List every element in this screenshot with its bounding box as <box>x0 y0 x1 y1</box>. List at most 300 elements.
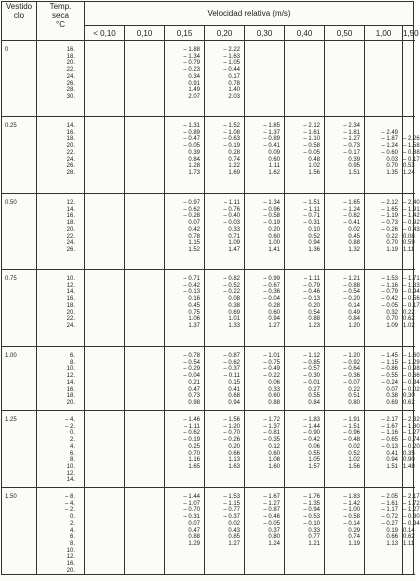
pmv-value: 0.17 <box>228 73 240 80</box>
pmv-value: – 0.43 <box>403 226 420 233</box>
pmv-value: 0.70 <box>386 316 398 323</box>
pmv-value: 0.33 <box>308 527 320 534</box>
pmv-cell <box>205 347 245 411</box>
temp-value: – 4. <box>64 417 75 423</box>
temp-value: 24. <box>66 73 75 80</box>
clo-cell <box>2 117 37 194</box>
pmv-value: – 2.12 <box>381 200 398 206</box>
pmv-value: – 0.13 <box>381 443 398 450</box>
pmv-value: 1.19 <box>348 540 360 547</box>
velocity-header-cell: 0,15 <box>165 26 205 41</box>
pmv-value: 1.23 <box>308 322 320 329</box>
pmv-cell <box>125 41 165 117</box>
pmv-value: 0.41 <box>386 450 398 457</box>
pmv-value: – 0.40 <box>223 213 240 220</box>
pmv-value: 0.91 <box>188 80 200 87</box>
pmv-value: 1.65 <box>188 463 200 470</box>
pmv-value: 0.75 <box>188 309 200 316</box>
pmv-value: 0.60 <box>268 393 280 400</box>
pmv-value: – 1.46 <box>183 417 200 423</box>
temp-value: 20. <box>66 143 75 150</box>
pmv-value: – 1.11 <box>183 423 200 430</box>
temp-value: 18. <box>66 302 75 309</box>
pmv-cell <box>403 411 420 488</box>
pmv-value: 0.39 <box>188 149 200 156</box>
temp-value: 22. <box>66 233 75 240</box>
pmv-value: – 0.03 <box>223 220 240 227</box>
pmv-value: – 1.34 <box>183 53 200 60</box>
clo-group-row <box>2 347 414 411</box>
pmv-value: – 0.64 <box>343 366 360 373</box>
pmv-value: – 0.96 <box>263 206 280 213</box>
pmv-cell <box>403 488 420 575</box>
pmv-cell <box>365 270 403 347</box>
temp-value: 12. <box>66 200 75 206</box>
pmv-value: 0.77 <box>308 534 320 541</box>
pmv-value: – 0.99 <box>263 276 280 282</box>
pmv-value: 1.09 <box>386 322 398 329</box>
pmv-value: 0.74 <box>228 156 240 163</box>
temp-value: 18. <box>66 136 75 143</box>
pmv-cell <box>85 117 125 194</box>
pmv-value: – 0.42 <box>381 296 398 303</box>
pmv-value: 1.11 <box>403 540 415 547</box>
pmv-value: 1.49 <box>188 87 200 94</box>
temp-value: 14. <box>66 123 75 129</box>
pmv-cell <box>85 270 125 347</box>
pmv-value: – 1.11 <box>303 206 320 213</box>
clo-cell <box>2 347 37 411</box>
pmv-value: – 0.82 <box>223 276 240 282</box>
pmv-value: – 2.26 <box>403 136 420 143</box>
pmv-value: – 0.37 <box>223 366 240 373</box>
temp-value: 16. <box>66 386 75 393</box>
pmv-value: 1.08 <box>268 457 280 464</box>
pmv-cell <box>165 117 205 194</box>
pmv-value: – 1.05 <box>223 60 240 67</box>
pmv-value: – 0.94 <box>403 289 420 296</box>
temp-value: 10. <box>66 366 75 373</box>
pmv-value: 0.51 <box>348 393 360 400</box>
pmv-value: – 1.20 <box>343 353 360 359</box>
pmv-cell <box>245 488 285 575</box>
pmv-value: – 0.60 <box>381 149 398 156</box>
pmv-value: – 1.07 <box>183 500 200 507</box>
pmv-value: – 1.51 <box>303 200 320 206</box>
clo-group-row <box>2 41 414 117</box>
pmv-value: – 1.45 <box>381 353 398 359</box>
pmv-value: 0.07 <box>188 220 200 227</box>
pmv-value: 0.49 <box>348 309 360 316</box>
clo-group-row <box>2 117 414 194</box>
temp-value: 18. <box>66 220 75 227</box>
pmv-value: 0.42 <box>188 226 200 233</box>
pmv-value: 0.60 <box>268 156 280 163</box>
pmv-value: 1.05 <box>308 457 320 464</box>
pmv-value: 1.16 <box>188 457 200 464</box>
pmv-value: 0.33 <box>228 226 240 233</box>
temp-value: 22. <box>66 149 75 156</box>
pmv-value: 0.16 <box>188 296 200 303</box>
pmv-value: – 0.42 <box>303 437 320 444</box>
pmv-value: 0.60 <box>268 309 280 316</box>
pmv-value: 0.12 <box>268 443 280 450</box>
pmv-cell <box>365 117 403 194</box>
pmv-value: – 0.41 <box>343 220 360 227</box>
temp-value: 30. <box>66 93 75 100</box>
pmv-value: 1.15 <box>188 240 200 247</box>
pmv-value: – 0.74 <box>403 437 420 444</box>
temp-header-unit: °C <box>56 20 65 29</box>
clo-value: 0.75 <box>5 276 17 282</box>
pmv-value: 1.27 <box>228 540 240 547</box>
pmv-value: – 2.40 <box>403 200 420 206</box>
temp-value: 10. <box>66 463 75 470</box>
pmv-value: 0.20 <box>268 226 280 233</box>
temp-value: 16. <box>66 129 75 136</box>
pmv-value: – 0.28 <box>183 213 200 220</box>
pmv-value: 0.38 <box>386 393 398 400</box>
temp-value: 14. <box>66 477 75 484</box>
temp-cell <box>37 194 85 270</box>
pmv-value: – 0.90 <box>303 430 320 437</box>
pmv-cell <box>403 41 414 117</box>
temp-value: 14. <box>66 379 75 386</box>
temp-value: 16. <box>66 213 75 220</box>
pmv-value: 0.29 <box>348 527 360 534</box>
pmv-value: 1.33 <box>228 322 240 329</box>
pmv-value: 0.02 <box>348 443 360 450</box>
pmv-value: 0.14 <box>348 302 360 309</box>
temp-value: 6. <box>69 450 75 457</box>
pmv-value: 1.56 <box>348 463 360 470</box>
pmv-value: – 1.17 <box>381 507 398 514</box>
pmv-value: – 0.35 <box>263 437 280 444</box>
pmv-value: – 0.89 <box>183 129 200 136</box>
pmv-value: – 0.88 <box>343 282 360 289</box>
pmv-value: 1.48 <box>403 463 415 470</box>
pmv-value: 0.84 <box>348 316 360 323</box>
temp-value: 18. <box>66 393 75 400</box>
pmv-cell <box>125 117 165 194</box>
pmv-value: 0.28 <box>268 302 280 309</box>
pmv-value: 1.57 <box>308 463 320 470</box>
pmv-cell <box>403 270 420 347</box>
pmv-value: – 1.31 <box>183 123 200 129</box>
pmv-value: – 1.27 <box>403 507 420 514</box>
pmv-value: – 1.63 <box>223 53 240 60</box>
temp-value: 26. <box>66 163 75 170</box>
pmv-cell <box>285 117 325 194</box>
pmv-cell <box>403 117 420 194</box>
pmv-value: – 0.19 <box>263 220 280 227</box>
pmv-value: – 0.67 <box>263 282 280 289</box>
pmv-cell <box>325 41 365 117</box>
temp-value: 14. <box>66 289 75 296</box>
pmv-value: – 1.44 <box>183 494 200 500</box>
pmv-value: – 1.44 <box>303 423 320 430</box>
pmv-value: 1.41 <box>268 246 280 253</box>
pmv-value: – 0.07 <box>343 379 360 386</box>
pmv-value: – 0.27 <box>381 520 398 527</box>
pmv-value: – 2.32 <box>403 417 420 423</box>
pmv-value: – 0.30 <box>303 373 320 380</box>
temp-value: 28. <box>66 169 75 176</box>
pmv-value: – 0.26 <box>223 437 240 444</box>
pmv-value: – 0.79 <box>183 60 200 67</box>
pmv-value: 1.35 <box>386 169 398 176</box>
pmv-cell <box>325 194 365 270</box>
pmv-value: 0.19 <box>386 527 398 534</box>
pmv-cell <box>403 347 420 411</box>
pmv-value: – 0.66 <box>403 373 420 380</box>
velocity-header-cell: 0,10 <box>125 26 165 41</box>
temp-cell <box>37 411 85 488</box>
temp-value: 0. <box>69 514 75 521</box>
pmv-cell <box>245 411 285 488</box>
pmv-cell <box>245 270 285 347</box>
temp-cell <box>37 117 85 194</box>
pmv-value: – 1.37 <box>263 423 280 430</box>
pmv-value: 2.07 <box>188 93 200 100</box>
pmv-value: – 1.83 <box>303 417 320 423</box>
temp-value: 10. <box>66 547 75 554</box>
pmv-cell <box>325 488 365 575</box>
temp-value: 20. <box>66 567 75 574</box>
pmv-value: 0.52 <box>308 233 320 240</box>
pmv-value: – 0.17 <box>343 149 360 156</box>
pmv-value: – 1.08 <box>223 129 240 136</box>
clo-value: 1.25 <box>5 417 17 423</box>
pmv-value: – 2.34 <box>343 123 360 129</box>
pmv-value: 1.09 <box>228 240 240 247</box>
pmv-value: 0.62 <box>403 534 415 541</box>
pmv-cell <box>125 194 165 270</box>
temp-value: 24. <box>66 322 75 329</box>
pmv-value: 0.53 <box>403 163 415 170</box>
pmv-value: 0.88 <box>348 240 360 247</box>
pmv-value: – 1.87 <box>381 136 398 143</box>
pmv-cell <box>325 347 365 411</box>
temp-value: 24. <box>66 240 75 247</box>
pmv-value: – 1.61 <box>303 129 320 136</box>
table-header <box>2 2 419 41</box>
pmv-value: – 1.16 <box>381 282 398 289</box>
pmv-cell <box>365 411 403 488</box>
pmv-value: – 0.73 <box>381 220 398 227</box>
pmv-value: – 1.81 <box>343 129 360 136</box>
pmv-value: – 0.70 <box>183 507 200 514</box>
clo-value: 0 <box>5 47 9 53</box>
pmv-cell <box>285 411 325 488</box>
pmv-value: – 1.27 <box>403 430 420 437</box>
pmv-value: 0.52 <box>348 450 360 457</box>
pmv-value: – 0.62 <box>223 359 240 366</box>
pmv-value: – 0.75 <box>263 359 280 366</box>
pmv-cell <box>285 41 325 117</box>
pmv-value: 1.37 <box>188 322 200 329</box>
pmv-value: 0.20 <box>228 443 240 450</box>
pmv-value: 0.70 <box>386 240 398 247</box>
pmv-value: 0.06 <box>308 443 320 450</box>
pmv-value: 1.02 <box>308 163 320 170</box>
pmv-value: – 1.42 <box>403 213 420 220</box>
temp-value: 28. <box>66 87 75 94</box>
pmv-value: – 0.26 <box>381 226 398 233</box>
pmv-value: 0.62 <box>403 399 415 406</box>
pmv-value: – 0.70 <box>223 430 240 437</box>
pmv-value: – 1.19 <box>381 213 398 220</box>
pmv-value: – 0.42 <box>183 282 200 289</box>
vestido-header-line: Vestido <box>5 2 33 11</box>
pmv-cell <box>165 488 205 575</box>
clo-cell <box>2 194 37 270</box>
pmv-value: 0.70 <box>188 450 200 457</box>
pmv-value: 0.02 <box>228 520 240 527</box>
pmv-value: – 1.71 <box>403 276 420 282</box>
pmv-value: 0.30 <box>403 393 415 400</box>
temp-value: 24. <box>66 156 75 163</box>
pmv-value: – 0.19 <box>183 437 200 444</box>
pmv-value: 0.09 <box>268 149 280 156</box>
pmv-cell <box>85 41 125 117</box>
pmv-value: 0.69 <box>386 399 398 406</box>
clo-cell <box>2 41 37 117</box>
pmv-value: 0.74 <box>348 534 360 541</box>
pmv-value: – 0.20 <box>403 443 420 450</box>
pmv-value: 1.19 <box>386 246 398 253</box>
pmv-cell <box>165 347 205 411</box>
pmv-value: – 0.37 <box>223 514 240 521</box>
pmv-value: 2.03 <box>228 93 240 100</box>
table-body <box>2 41 420 575</box>
pmv-value: – 0.62 <box>183 206 200 213</box>
pmv-value: – 1.53 <box>223 494 240 500</box>
pmv-value: – 1.85 <box>263 123 280 129</box>
pmv-value: – 0.89 <box>263 136 280 143</box>
pmv-value: – 0.78 <box>183 353 200 359</box>
pmv-value: – 0.87 <box>263 507 280 514</box>
vestido-header <box>2 2 37 41</box>
pmv-value: – 1.27 <box>343 136 360 143</box>
pmv-value: 0.94 <box>268 316 280 323</box>
pmv-value: – 1.24 <box>343 206 360 213</box>
pmv-value: – 0.31 <box>303 220 320 227</box>
temp-value: 12. <box>66 282 75 289</box>
pmv-cell <box>285 347 325 411</box>
pmv-value: – 1.10 <box>303 136 320 143</box>
pmv-cell <box>285 270 325 347</box>
pmv-value: 0.54 <box>308 309 320 316</box>
pmv-value: – 2.17 <box>403 494 420 500</box>
pmv-value: – 1.20 <box>223 423 240 430</box>
clo-cell <box>2 488 37 575</box>
pmv-cell <box>325 411 365 488</box>
pmv-value: – 0.71 <box>183 276 200 282</box>
pmv-value: – 1.00 <box>343 507 360 514</box>
temp-value: 16. <box>66 561 75 568</box>
pmv-value: 0.59 <box>403 240 415 247</box>
pmv-value: – 0.05 <box>303 149 320 156</box>
temp-value: 8. <box>69 540 75 547</box>
pmv-value: – 0.82 <box>343 213 360 220</box>
pmv-cell <box>85 411 125 488</box>
pmv-value: 1.28 <box>188 163 200 170</box>
temp-value: 12. <box>66 554 75 561</box>
pmv-value: – 1.11 <box>303 276 320 282</box>
pmv-value: 0.80 <box>268 534 280 541</box>
pmv-value: 0.60 <box>268 450 280 457</box>
velocity-header-cell: 0,30 <box>245 26 285 41</box>
pmv-value: 1.02 <box>348 457 360 464</box>
pmv-value: – 0.13 <box>183 289 200 296</box>
pmv-value: 0.60 <box>268 233 280 240</box>
pmv-value: – 1.80 <box>403 423 420 430</box>
temp-cell <box>37 488 85 575</box>
pmv-value: 0.07 <box>386 386 398 393</box>
pmv-value: – 0.88 <box>403 149 420 156</box>
temp-value: – 4. <box>64 500 75 507</box>
pmv-value: 0.39 <box>348 156 360 163</box>
pmv-value: 0.48 <box>308 156 320 163</box>
pmv-value: – 1.58 <box>403 143 420 150</box>
temp-value: 16. <box>66 47 75 53</box>
temp-value: – 2. <box>64 507 75 514</box>
pmv-value: – 0.86 <box>381 366 398 373</box>
pmv-value: 0.95 <box>348 163 360 170</box>
pmv-cell <box>205 117 245 194</box>
temp-value: 26. <box>66 246 75 253</box>
pmv-value: 1.52 <box>188 246 200 253</box>
temp-value: 8. <box>69 359 75 366</box>
pmv-value: – 0.58 <box>343 514 360 521</box>
velocity-header-cell: < 0,10 <box>85 26 125 41</box>
pmv-value: – 1.83 <box>343 494 360 500</box>
pmv-value: 0.07 <box>188 520 200 527</box>
pmv-value: 1.40 <box>228 87 240 94</box>
pmv-value: – 0.63 <box>223 136 240 143</box>
pmv-value: 0.06 <box>268 379 280 386</box>
pmv-value: 0.03 <box>386 156 398 163</box>
pmv-value: 0.10 <box>308 226 320 233</box>
clo-group-row <box>2 488 414 575</box>
pmv-value: – 0.47 <box>183 136 200 143</box>
pmv-value: 1.06 <box>188 316 200 323</box>
pmv-value: – 0.55 <box>381 373 398 380</box>
pmv-value: – 0.34 <box>403 520 420 527</box>
pmv-value: – 0.05 <box>183 143 200 150</box>
pmv-cell <box>85 488 125 575</box>
pmv-value: 0.22 <box>386 233 398 240</box>
pmv-value <box>403 123 409 130</box>
pmv-value: – 2.12 <box>303 123 320 129</box>
pmv-value: 0.94 <box>386 457 398 464</box>
pmv-value: 1.24 <box>268 540 280 547</box>
pmv-cell <box>285 488 325 575</box>
pmv-value: 0.88 <box>188 534 200 541</box>
pmv-value: – 1.67 <box>381 423 398 430</box>
pmv-value: – 1.91 <box>403 206 420 213</box>
pmv-value: 1.13 <box>228 457 240 464</box>
pmv-value: – 0.65 <box>381 437 398 444</box>
pmv-value: – 2.17 <box>381 417 398 423</box>
pmv-value: – 0.44 <box>223 67 240 74</box>
pmv-value: – 0.10 <box>303 520 320 527</box>
pmv-value: – 1.12 <box>303 353 320 359</box>
temp-header-line2: seca <box>52 11 69 20</box>
pmv-cell <box>403 194 420 270</box>
pmv-value: 0.47 <box>188 527 200 534</box>
